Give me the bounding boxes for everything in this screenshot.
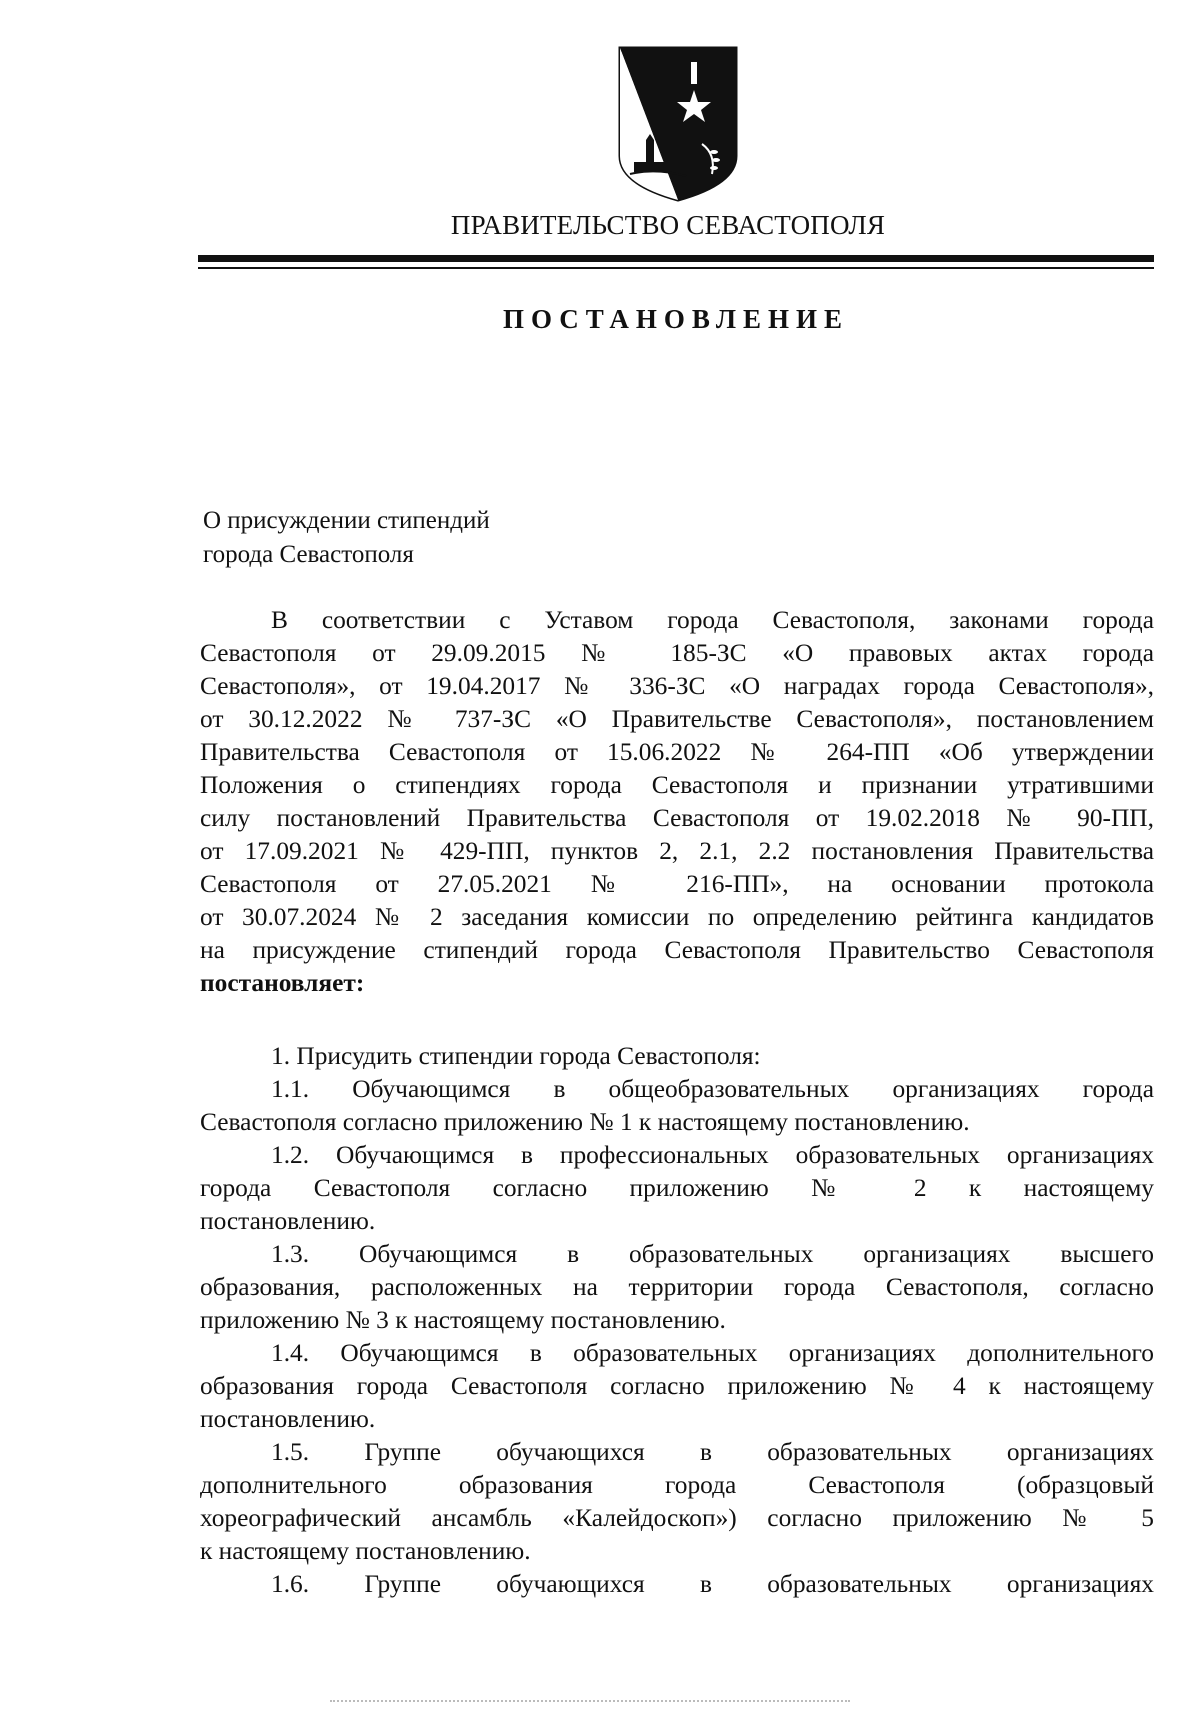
text-line: от 30.07.2024 № 2 заседания комиссии по определению рейтинга кандидатов bbox=[200, 903, 1154, 931]
item-1-4: 1.4. Обучающимся в образовательных организациях дополнительного bbox=[271, 1339, 1154, 1367]
subject-line: города Севастополя bbox=[203, 541, 414, 568]
item-1-2: 1.2. Обучающимся в профессиональных образовательных организациях bbox=[271, 1141, 1154, 1169]
text-line: от 17.09.2021 № 429-ПП, пунктов 2, 2.1, 2.2 постановления Правительства bbox=[200, 837, 1154, 865]
item-1-3: 1.3. Обучающимся в образовательных организациях высшего bbox=[271, 1240, 1154, 1268]
item-1-4-cont: образования города Севастополя согласно приложению № 4 к настоящему bbox=[200, 1372, 1154, 1400]
item-1-2-cont: города Севастополя согласно приложению № 2 к настоящему bbox=[200, 1174, 1154, 1202]
text-line: Положения о стипендиях города Севастополя и признании утратившими bbox=[200, 771, 1154, 799]
text-line: Правительства Севастополя от 15.06.2022 № 264-ПП «Об утверждении bbox=[200, 738, 1154, 766]
document-subject bbox=[203, 504, 490, 572]
text-line: Севастополя от 29.09.2015 № 185-ЗС «О правовых актах города bbox=[200, 639, 1154, 667]
preamble-paragraph bbox=[200, 604, 1154, 1000]
text-line: Севастополя», от 19.04.2017 № 336-ЗС «О наградах города Севастополя», bbox=[200, 672, 1154, 700]
item-1-5-cont: хореографический ансамбль «Калейдоскоп») согласно приложению № 5 bbox=[200, 1504, 1154, 1532]
item-1-4-cont: постановлению. bbox=[200, 1405, 376, 1433]
item-1-1-cont: Севастополя согласно приложению № 1 к настоящему постановлению. bbox=[200, 1108, 970, 1136]
item-1-5: 1.5. Группе обучающихся в образовательных организациях bbox=[271, 1438, 1154, 1466]
item-1-3-cont: приложению № 3 к настоящему постановлению. bbox=[200, 1306, 726, 1334]
sevastopol-coat-of-arms-icon bbox=[616, 44, 740, 202]
subject-line: О присуждении стипендий bbox=[203, 507, 490, 534]
operative-part bbox=[200, 1040, 1154, 1601]
item-1: 1. Присудить стипендии города Севастополя: bbox=[271, 1042, 761, 1070]
text-line: на присуждение стипендий города Севастополя Правительство Севастополя bbox=[200, 936, 1154, 964]
document-type-title: ПОСТАНОВЛЕНИЕ bbox=[502, 304, 850, 334]
text-line: В соответствии с Уставом города Севастополя, законами города bbox=[271, 606, 1154, 634]
text-line: от 30.12.2022 № 737-ЗС «О Правительстве Севастополя», постановлением bbox=[200, 705, 1154, 733]
item-1-5-cont: к настоящему постановлению. bbox=[200, 1537, 531, 1565]
item-1-5-cont: дополнительного образования города Севастополя (образцовый bbox=[200, 1471, 1154, 1499]
header-rule-thick bbox=[198, 255, 1154, 262]
resolves-keyword: постановляет: bbox=[200, 969, 365, 997]
item-1-3-cont: образования, расположенных на территории города Севастополя, согласно bbox=[200, 1273, 1154, 1301]
organization-name: ПРАВИТЕЛЬСТВО СЕВАСТОПОЛЯ bbox=[450, 210, 886, 240]
item-1-6: 1.6. Группе обучающихся в образовательных организациях bbox=[271, 1570, 1154, 1598]
item-1-1: 1.1. Обучающимся в общеобразовательных организациях города bbox=[271, 1075, 1154, 1103]
item-1-2-cont: постановлению. bbox=[200, 1207, 376, 1235]
header-rule-thin bbox=[198, 267, 1154, 269]
text-line: Севастополя от 27.05.2021 № 216-ПП», на основании протокола bbox=[200, 870, 1154, 898]
scan-artifact bbox=[330, 1700, 850, 1706]
text-line: силу постановлений Правительства Севастополя от 19.02.2018 № 90-ПП, bbox=[200, 804, 1154, 832]
